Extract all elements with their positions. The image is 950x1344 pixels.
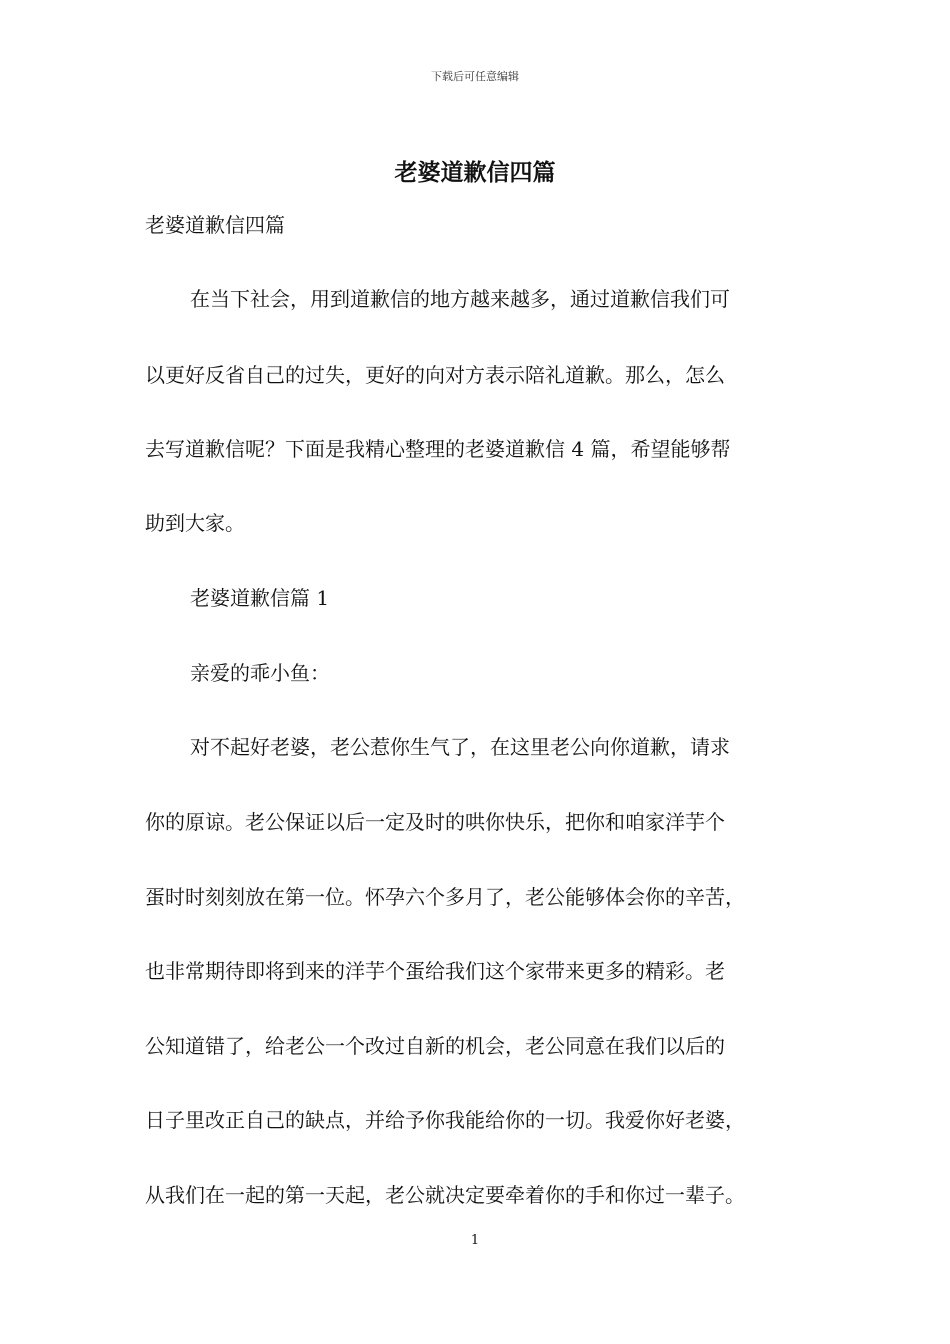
paragraph-line: 你的原谅。老公保证以后一定及时的哄你快乐，把你和咱家洋芋个 [145, 810, 725, 834]
document-title: 老婆道歉信四篇 [394, 159, 556, 186]
page-number: 1 [470, 1233, 480, 1248]
paragraph-line: 对不起好老婆，老公惹你生气了，在这里老公向你道歉，请求 [190, 735, 730, 759]
paragraph-line: 在当下社会，用到道歉信的地方越来越多，通过道歉信我们可 [190, 287, 730, 311]
paragraph-line: 公知道错了，给老公一个改过自新的机会，老公同意在我们以后的 [145, 1034, 725, 1058]
paragraph-line: 以更好反省自己的过失，更好的向对方表示陪礼道歉。那么，怎么 [145, 363, 725, 387]
paragraph-line: 去写道歉信呢？下面是我精心整理的老婆道歉信 4 篇，希望能够帮 [145, 437, 731, 461]
paragraph-line: 助到大家。 [145, 511, 245, 535]
section-heading: 老婆道歉信篇 1 [190, 586, 330, 610]
paragraph-line: 也非常期待即将到来的洋芋个蛋给我们这个家带来更多的精彩。老 [145, 959, 725, 983]
header-note: 下载后可任意编辑 [431, 70, 519, 83]
paragraph-line: 从我们在一起的第一天起，老公就决定要牵着你的手和你过一辈子。 [145, 1183, 745, 1207]
salutation: 亲爱的乖小鱼： [190, 661, 330, 685]
paragraph-line: 蛋时时刻刻放在第一位。怀孕六个多月了，老公能够体会你的辛苦， [145, 885, 745, 909]
paragraph-line: 日子里改正自己的缺点，并给予你我能给你的一切。我爱你好老婆， [145, 1108, 745, 1132]
subtitle: 老婆道歉信四篇 [145, 213, 285, 237]
